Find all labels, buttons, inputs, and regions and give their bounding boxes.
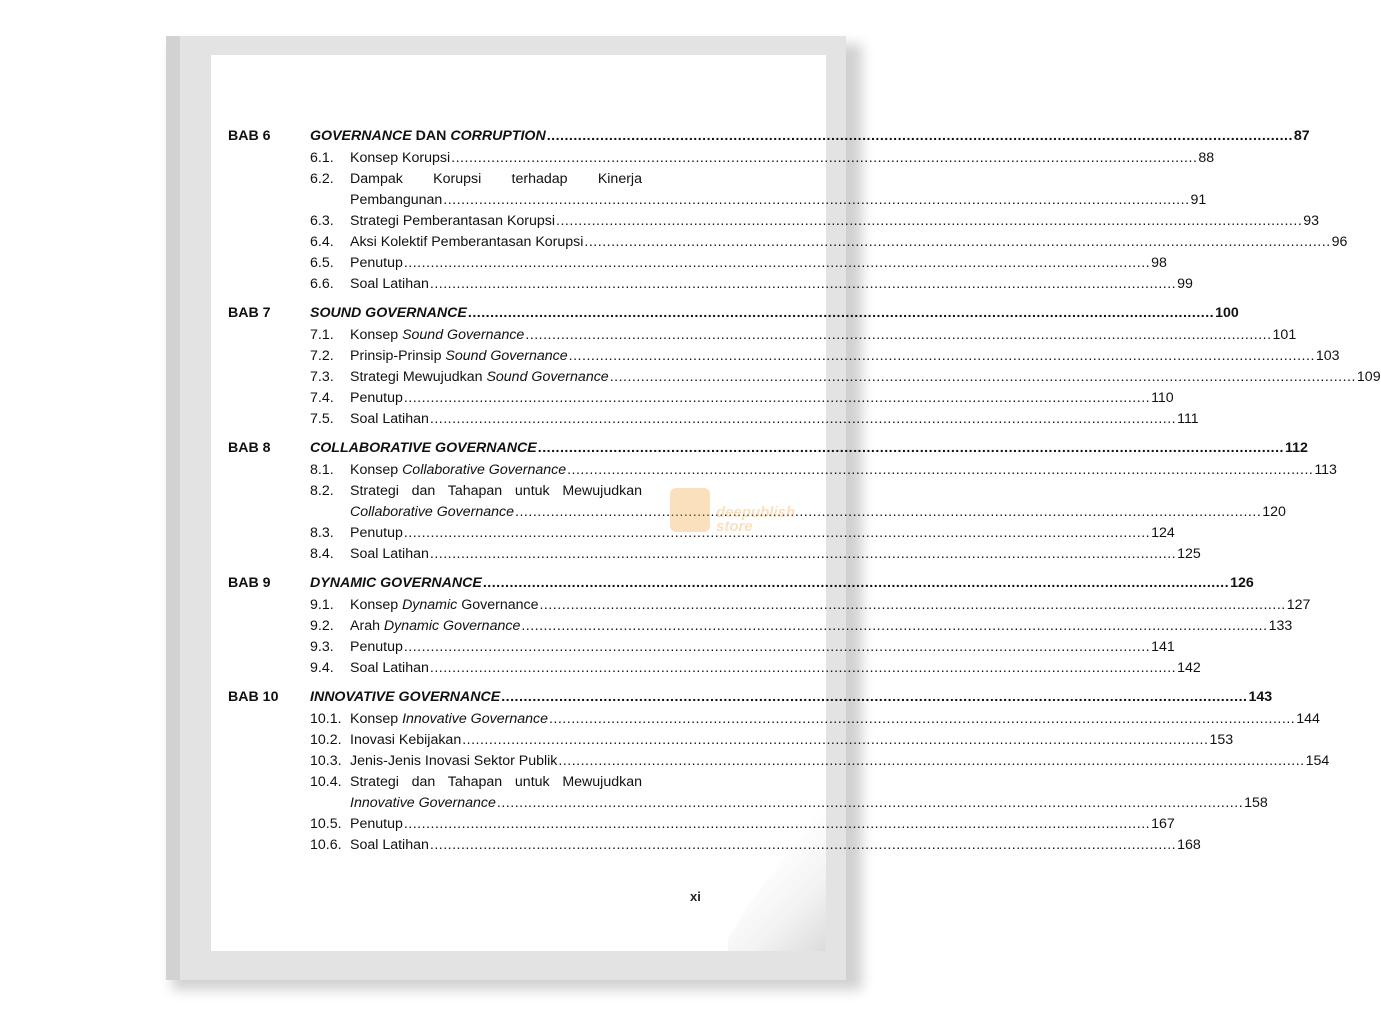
toc-entry [228,460,1337,481]
leader-dots [451,148,1197,169]
toc-chapter [228,303,1381,430]
entry-number: 10.3. [310,753,342,769]
entry-text: Penutup [350,816,403,832]
entry-page: 127 [1286,597,1311,613]
entry-text: Soal Latihan [350,546,429,562]
entry-page: 158 [1244,795,1268,811]
chapter-page: 100 [1215,305,1239,321]
leader-dots [404,523,1150,544]
chapter-title-part: DAN [411,128,451,144]
leader-dots [443,190,1189,211]
entry-text: Soal Latihan [350,837,429,853]
toc-entry [228,169,700,190]
leader-dots [567,460,1313,481]
entry-page: 101 [1272,327,1297,343]
toc-entry [228,835,1201,856]
toc-entry [228,772,700,793]
entry-page: 141 [1151,639,1175,655]
toc-entry [228,367,1381,388]
entry-number: 6.5. [310,255,334,271]
entry-text: Konsep [350,327,403,343]
entry-page: 168 [1177,837,1201,853]
chapter-title-text: DYNAMIC GOVERNANCE [310,575,482,591]
toc-entry-continuation [228,190,1207,211]
leader-dots [610,367,1356,388]
leader-dots [430,274,1176,295]
entry-word: terhadap [511,171,568,187]
entry-page: 110 [1151,390,1174,406]
entry-number: 10.4. [310,774,342,790]
leader-dots [497,793,1243,814]
entry-text: Konsep Korupsi [350,150,451,166]
entry-text-italic: Innovative Governance [402,711,548,727]
entry-page: 88 [1198,150,1215,166]
toc-entry [228,730,1234,751]
leader-dots [547,126,1293,147]
entry-text: Pembangunan [350,192,443,208]
leader-dots [430,658,1176,679]
chapter-title-text: SOUND GOVERNANCE [310,305,467,321]
entry-number: 10.5. [310,816,342,832]
chapter-number: BAB 9 [228,575,271,591]
leader-dots [521,616,1267,637]
entry-text: Penutup [350,390,403,406]
entry-number: 6.1. [310,150,334,166]
entry-number: 8.1. [310,462,334,478]
entry-word: Korupsi [433,171,482,187]
entry-word: Kinerja [597,171,642,187]
toc-chapter [228,573,1311,679]
watermark-text-2: store [716,518,753,535]
chapter-heading [228,126,1310,148]
chapter-heading [228,687,1273,709]
entry-page: 93 [1303,213,1320,229]
chapter-page: 126 [1230,575,1254,591]
entry-number: 8.2. [310,483,334,499]
entry-text: Konsep [350,462,403,478]
entry-text: Penutup [350,255,403,271]
chapter-title [310,438,1308,459]
toc-entry [228,595,1311,616]
entry-text-line: Strategi dan Tahapan untuk Mewujudkan [350,483,642,499]
chapter-page: 87 [1293,128,1310,144]
entry-page: 133 [1268,618,1293,634]
leader-dots [483,573,1229,594]
toc-entry [228,409,1199,430]
entry-number: 10.6. [310,837,342,853]
chapter-heading [228,438,1308,460]
entry-text-italic: Sound Governance [445,348,568,364]
toc-entry [228,325,1297,346]
entry-number: 8.3. [310,525,334,541]
leader-dots [404,388,1150,409]
chapter-title-part: GOVERNANCE [310,128,412,144]
leader-dots [556,211,1302,232]
entry-number: 6.6. [310,276,334,292]
entry-text: Soal Latihan [350,411,429,427]
entry-number: 6.2. [310,171,334,187]
chapter-title [310,126,1310,147]
entry-text: Soal Latihan [350,276,429,292]
entry-text: Konsep [350,711,403,727]
leader-dots [539,595,1285,616]
watermark-text-1: deepublish [716,504,796,521]
leader-dots [430,409,1176,430]
leader-dots [558,751,1304,772]
leader-dots [404,637,1150,658]
entry-page: 125 [1177,546,1201,562]
leader-dots [430,835,1176,856]
leader-dots [538,438,1284,459]
entry-number: 6.4. [310,234,334,250]
leader-dots [525,325,1271,346]
entry-number: 7.3. [310,369,334,385]
entry-number: 7.5. [310,411,334,427]
leader-dots [501,687,1247,708]
leader-dots [468,303,1214,324]
entry-text: Soal Latihan [350,660,429,676]
chapter-page: 143 [1248,689,1273,705]
entry-text: Innovative Governance [350,795,496,811]
entry-text-italic: Sound Governance [486,369,609,385]
chapter-title [310,303,1239,324]
entry-word: Dampak [350,171,403,187]
entry-text: Strategi Pemberantasan Korupsi [350,213,556,229]
toc-entry [228,637,1175,658]
entry-text-line [350,169,642,190]
chapter-title-text: INNOVATIVE GOVERNANCE [310,689,501,705]
entry-page: 154 [1305,753,1330,769]
entry-text: Prinsip-Prinsip [350,348,446,364]
chapter-title [310,573,1254,594]
entry-text-italic: Dynamic [402,597,458,613]
shopping-bag-icon [670,488,710,532]
entry-number: 9.3. [310,639,334,655]
chapter-number: BAB 6 [228,128,271,144]
entry-text: Arah [350,618,384,634]
toc-entry [228,346,1340,367]
toc-entry [228,232,1348,253]
entry-text-line: Strategi dan Tahapan untuk Mewujudkan [350,774,642,790]
entry-number: 7.1. [310,327,334,343]
entry-number: 7.2. [310,348,334,364]
entry-number: 6.3. [310,213,334,229]
entry-page: 91 [1190,192,1207,208]
entry-number: 10.1. [310,711,342,727]
chapter-title-text: COLLABORATIVE GOVERNANCE [310,440,537,456]
chapter-heading [228,303,1239,325]
entry-text: Penutup [350,639,403,655]
toc-entry [228,814,1175,835]
entry-text: Jenis-Jenis Inovasi Sektor Publik [350,753,558,769]
entry-number: 9.1. [310,597,334,613]
leader-dots [584,232,1330,253]
toc-entry [228,253,1167,274]
entry-text-italic: Collaborative Governance [402,462,567,478]
chapter-number: BAB 8 [228,440,271,456]
entry-number: 10.2. [310,732,342,748]
toc-entry [228,148,1215,169]
leader-dots [404,814,1150,835]
leader-dots [404,253,1150,274]
leader-dots [462,730,1208,751]
entry-page: 124 [1151,525,1175,541]
entry-page: 144 [1296,711,1320,727]
entry-text: Penutup [350,525,403,541]
entry-text: Konsep [350,597,403,613]
leader-dots [549,709,1295,730]
page-number: xi [690,889,701,904]
chapter-number: BAB 10 [228,689,279,705]
leader-dots [515,502,1261,523]
chapter-title-part: CORRUPTION [450,128,546,144]
entry-text: Inovasi Kebijakan [350,732,462,748]
entry-page: 167 [1151,816,1175,832]
toc-chapter [228,126,1348,295]
toc-entry [228,658,1201,679]
entry-text: Collaborative Governance [350,504,515,520]
toc-entry [228,274,1193,295]
entry-text: Aksi Kolektif Pemberantasan Korupsi [350,234,584,250]
entry-text-italic: Dynamic Governance [383,618,521,634]
entry-number: 7.4. [310,390,334,406]
toc-entry [228,388,1174,409]
entry-text: Governance [457,597,539,613]
entry-text-italic: Sound Governance [402,327,525,343]
entry-page: 120 [1262,504,1286,520]
entry-page: 103 [1315,348,1340,364]
entry-page: 111 [1177,411,1199,427]
leader-dots [569,346,1315,367]
toc-entry-continuation [228,793,1268,814]
chapter-page: 112 [1284,440,1308,456]
chapter-title [310,687,1272,708]
entry-number: 8.4. [310,546,334,562]
entry-text: Strategi Mewujudkan [350,369,487,385]
entry-page: 96 [1331,234,1348,250]
toc-entry [228,709,1320,730]
toc-chapter [228,687,1330,856]
toc-entry [228,751,1330,772]
entry-number: 9.4. [310,660,334,676]
chapter-number: BAB 7 [228,305,271,321]
entry-page: 153 [1209,732,1234,748]
toc-entry [228,481,700,502]
leader-dots [430,544,1176,565]
entry-page: 98 [1151,255,1167,271]
toc-entry [228,211,1320,232]
chapter-heading [228,573,1254,595]
toc-entry [228,544,1201,565]
entry-page: 99 [1177,276,1193,292]
toc-entry [228,616,1293,637]
entry-page: 109 [1356,369,1381,385]
entry-number: 9.2. [310,618,334,634]
entry-page: 142 [1177,660,1201,676]
entry-page: 113 [1314,462,1337,478]
